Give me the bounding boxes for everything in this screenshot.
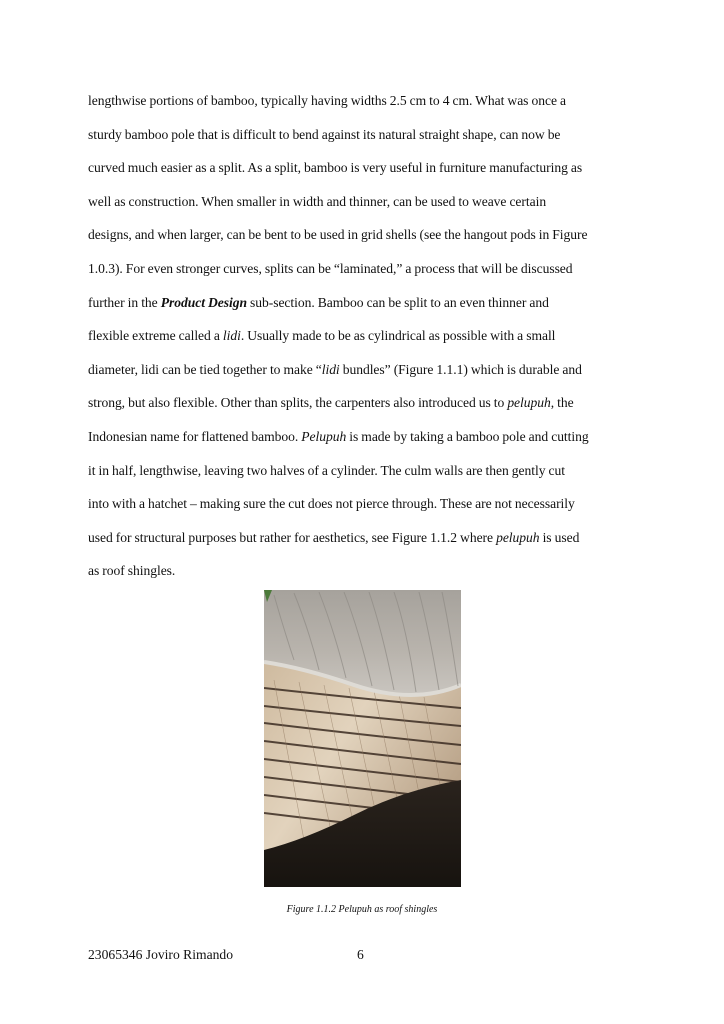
text-run: as roof shingles. [88, 563, 176, 579]
text-run: flexible extreme called a [88, 328, 223, 344]
text-run: further in the [88, 294, 161, 310]
text-line [88, 218, 648, 252]
text-run: . Usually made to be as cylindrical as possible with a small [240, 328, 556, 344]
text-line [88, 420, 648, 454]
text-line [88, 353, 648, 387]
text-run: designs, and when larger, can be bent to be used in grid shells (see the hangout pods in Figure [88, 227, 588, 243]
text-run: it in half, lengthwise, leaving two halves of a cylinder. The culm walls are then gently cut [88, 462, 565, 478]
text-line [88, 386, 648, 420]
text-line [88, 319, 648, 353]
text-line [88, 84, 648, 118]
body-paragraph [88, 84, 648, 588]
text-line [88, 185, 648, 219]
text-run: diameter, lidi can be tied together to make “ [88, 361, 322, 377]
text-line [88, 487, 648, 521]
emphasis-text: pelupuh [507, 395, 551, 411]
text-line [88, 454, 648, 488]
emphasis-text: Pelupuh [301, 428, 347, 444]
text-run: , the [550, 395, 574, 411]
text-line [88, 286, 648, 320]
emphasis-text: lidi [222, 328, 241, 344]
text-run: is used [539, 529, 580, 545]
emphasis-text: lidi [321, 361, 340, 377]
text-run: curved much easier as a split. As a split, bamboo is very useful in furniture manufacturing as [88, 160, 583, 176]
figure-photo-pelupuh-roof-shingles [264, 590, 461, 887]
emphasis-text: pelupuh [496, 529, 540, 545]
text-run: strong, but also flexible. Other than splits, the carpenters also introduced us to [88, 395, 508, 411]
text-run: sub-section. Bamboo can be split to an even thinner and [246, 294, 549, 310]
footer-author: 23065346 Joviro Rimando [88, 947, 233, 962]
text-run: bundles” (Figure 1.1.1) which is durable and [339, 361, 582, 377]
text-run: lengthwise portions of bamboo, typically having widths 2.5 cm to 4 cm. What was once a [88, 93, 566, 108]
text-line [88, 554, 648, 588]
text-line [88, 118, 648, 152]
page-number: 6 [357, 947, 364, 962]
text-line [88, 521, 648, 555]
text-run: 1.0.3). For even stronger curves, splits can be “laminated,” a process that will be discussed [88, 260, 573, 276]
text-run: into with a hatchet – making sure the cut does not pierce through. These are not necessarily [88, 496, 575, 512]
emphasis-text: Product Design [160, 294, 247, 310]
text-line [88, 252, 648, 286]
text-run: is made by taking a bamboo pole and cutting [346, 428, 589, 444]
text-run: Indonesian name for flattened bamboo. [88, 428, 302, 444]
text-run: sturdy bamboo pole that is difficult to bend against its natural straight shape, can now be [88, 126, 561, 142]
text-run: well as construction. When smaller in width and thinner, can be used to weave certain [88, 193, 547, 209]
photo-illustration [264, 590, 461, 887]
figure-caption: Figure 1.1.2 Pelupuh as roof shingles [286, 904, 438, 915]
text-run: used for structural purposes but rather for aesthetics, see Figure 1.1.2 where [88, 529, 497, 545]
text-line [88, 151, 648, 185]
